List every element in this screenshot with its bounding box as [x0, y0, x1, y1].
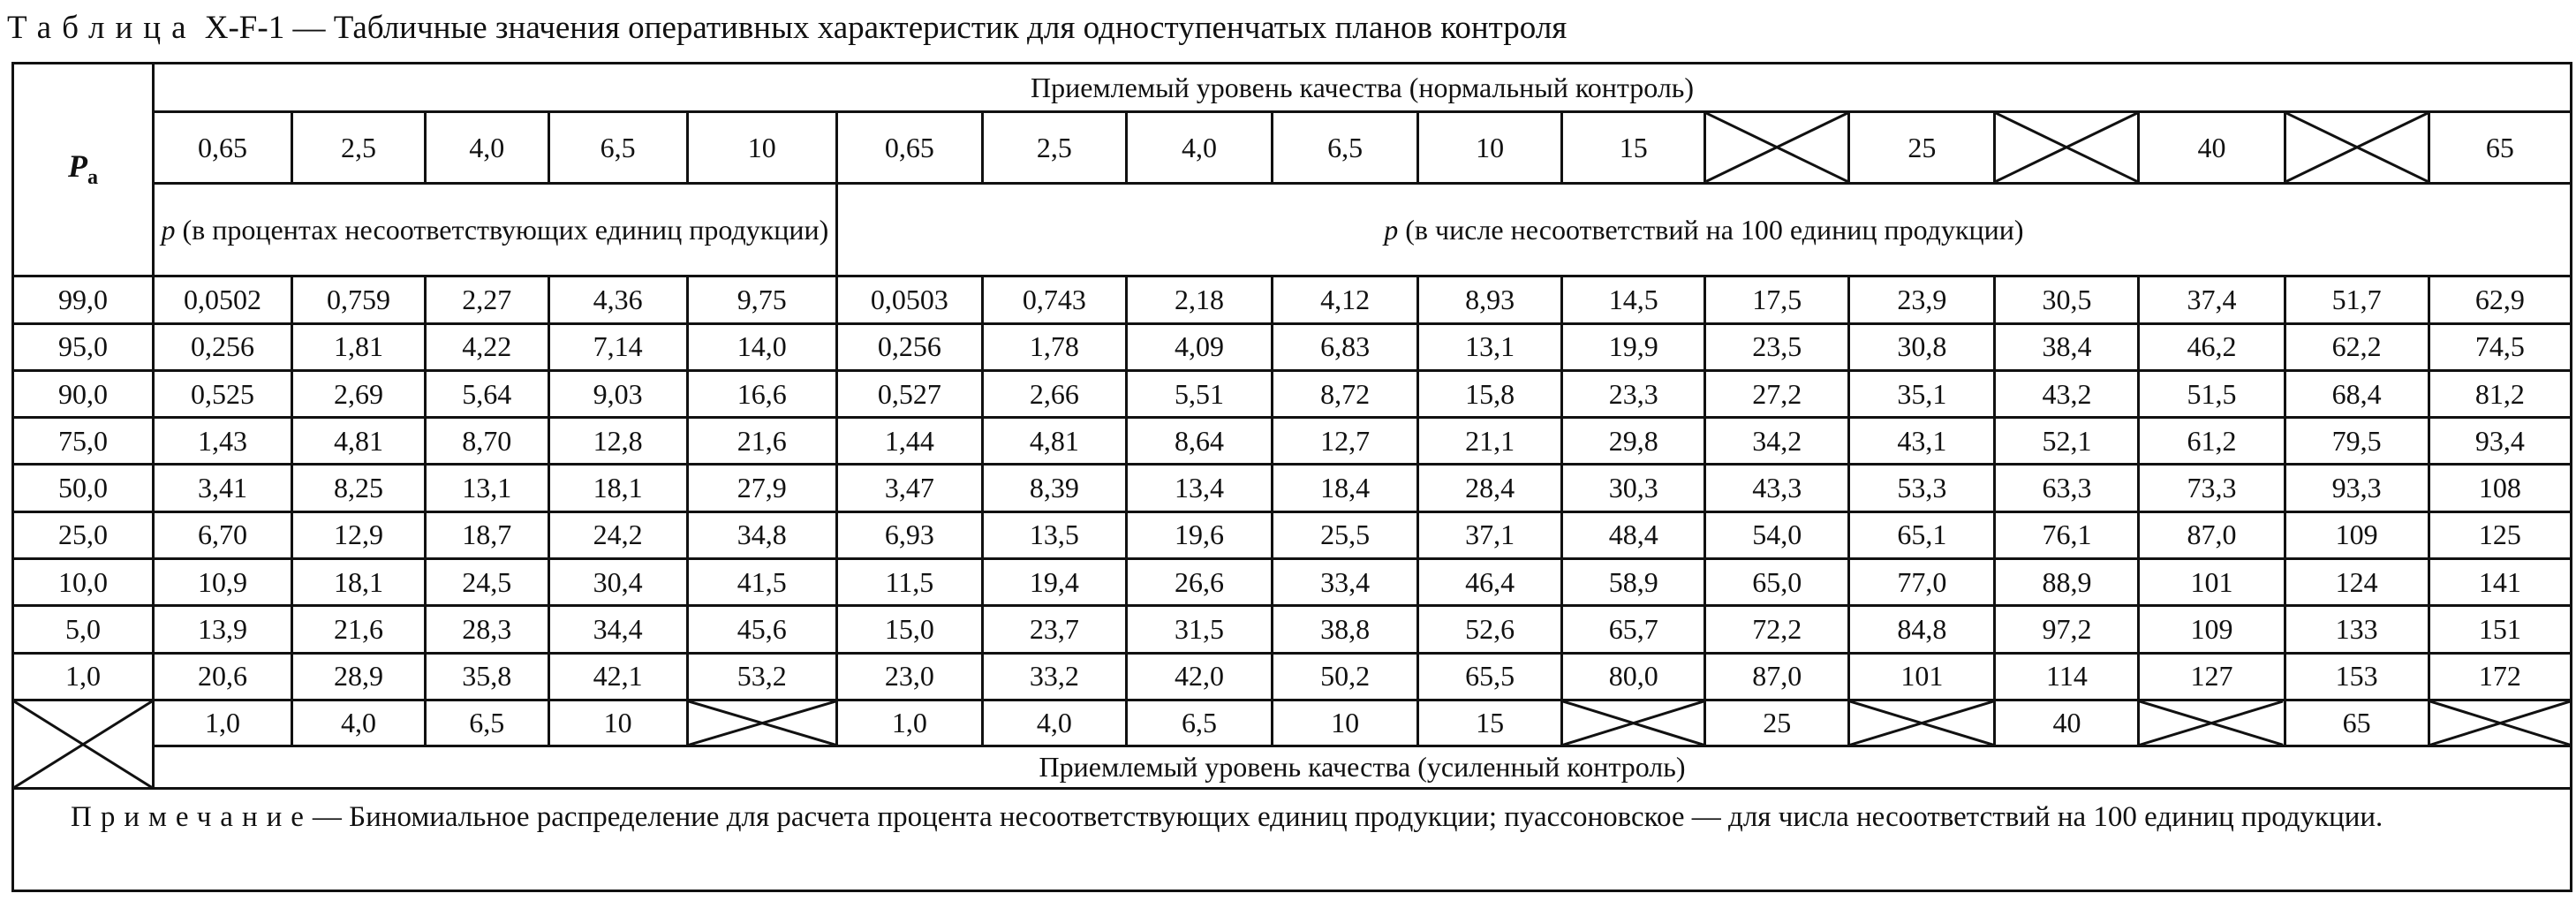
cross-mark-icon: [1706, 113, 1847, 181]
table-cell: 19,6: [1126, 511, 1272, 558]
table-cell: 53,2: [687, 653, 836, 700]
table-cell: 3,47: [836, 465, 982, 511]
table-cell: 19,4: [982, 558, 1126, 605]
table-cell: 18,7: [425, 511, 548, 558]
aql-normal-cell: 6,5: [1273, 112, 1418, 183]
table-cell: 109: [2139, 606, 2285, 653]
table-cell: 4,36: [548, 276, 687, 323]
aql-tightened-cell: 1,0: [154, 700, 292, 746]
table-cell: 63,3: [1995, 465, 2139, 511]
aql-normal-cell: 6,5: [548, 112, 687, 183]
table-cell: 8,64: [1126, 418, 1272, 465]
table-cell: 52,1: [1995, 418, 2139, 465]
table-cell: 72,2: [1705, 606, 1849, 653]
table-cell: 153: [2285, 653, 2429, 700]
empty-crossed-cell: [2429, 700, 2571, 746]
table-cell: 21,6: [292, 606, 426, 653]
table-cell: 9,03: [548, 370, 687, 417]
table-cell: 0,0502: [154, 276, 292, 323]
pa-value-cell: 25,0: [13, 511, 154, 558]
aql-tightened-cell: 1,0: [836, 700, 982, 746]
table-cell: 24,5: [425, 558, 548, 605]
table-cell: 80,0: [1562, 653, 1705, 700]
table-cell: 2,66: [982, 370, 1126, 417]
table-cell: 33,2: [982, 653, 1126, 700]
aql-tightened-cell: 40: [1995, 700, 2139, 746]
table-cell: 76,1: [1995, 511, 2139, 558]
table-cell: 13,9: [154, 606, 292, 653]
table-cell: 43,3: [1705, 465, 1849, 511]
table-cell: 6,83: [1273, 323, 1418, 370]
percent-units-label: (в процентах несоответствующих единиц продукции): [182, 213, 829, 246]
pa-value-cell: 1,0: [13, 653, 154, 700]
empty-crossed-cell: [13, 700, 154, 789]
table-cell: 28,3: [425, 606, 548, 653]
table-cell: 127: [2139, 653, 2285, 700]
table-cell: 33,4: [1273, 558, 1418, 605]
aql-tightened-cell: 6,5: [425, 700, 548, 746]
table-cell: 48,4: [1562, 511, 1705, 558]
table-row: [13, 370, 2572, 417]
table-row: [13, 323, 2572, 370]
table-cell: 0,0503: [836, 276, 982, 323]
table-cell: 151: [2429, 606, 2571, 653]
table-cell: 4,12: [1273, 276, 1418, 323]
note-row: [13, 789, 2572, 891]
aql-normal-cell: 10: [1418, 112, 1562, 183]
table-cell: 87,0: [1705, 653, 1849, 700]
aql-tightened-cell: 10: [1273, 700, 1418, 746]
table-cell: 10,9: [154, 558, 292, 605]
per100-symbol: p: [1384, 213, 1399, 246]
table-cell: 25,5: [1273, 511, 1418, 558]
table-cell: 172: [2429, 653, 2571, 700]
table-cell: 34,8: [687, 511, 836, 558]
table-cell: 8,25: [292, 465, 426, 511]
table-cell: 81,2: [2429, 370, 2571, 417]
aql-normal-cell: 4,0: [425, 112, 548, 183]
empty-crossed-cell: [1562, 700, 1705, 746]
table-cell: 13,1: [425, 465, 548, 511]
table-cell: 0,527: [836, 370, 982, 417]
table-cell: 31,5: [1126, 606, 1272, 653]
table-cell: 23,5: [1705, 323, 1849, 370]
aql-normal-title: Приемлемый уровень качества (нормальный контроль): [154, 64, 2572, 112]
table-cell: 4,81: [982, 418, 1126, 465]
table-cell: 35,8: [425, 653, 548, 700]
table-cell: 51,5: [2139, 370, 2285, 417]
table-cell: 2,27: [425, 276, 548, 323]
cross-mark-icon: [2430, 701, 2570, 745]
table-cell: 18,4: [1273, 465, 1418, 511]
table-cell: 18,1: [292, 558, 426, 605]
table-cell: 23,9: [1849, 276, 1995, 323]
table-cell: 65,7: [1562, 606, 1705, 653]
table-cell: 2,69: [292, 370, 426, 417]
table-cell: 6,93: [836, 511, 982, 558]
table-cell: 4,81: [292, 418, 426, 465]
table-cell: 23,7: [982, 606, 1126, 653]
table-cell: 87,0: [2139, 511, 2285, 558]
table-cell: 34,2: [1705, 418, 1849, 465]
table-cell: 14,5: [1562, 276, 1705, 323]
table-cell: 74,5: [2429, 323, 2571, 370]
cross-mark-icon: [1850, 701, 1993, 745]
table-cell: 84,8: [1849, 606, 1995, 653]
table-cell: 68,4: [2285, 370, 2429, 417]
aql-normal-cell: 2,5: [292, 112, 426, 183]
table-cell: 26,6: [1126, 558, 1272, 605]
cross-mark-icon: [2286, 113, 2428, 181]
table-cell: 20,6: [154, 653, 292, 700]
aql-normal-cell: 4,0: [1126, 112, 1272, 183]
table-cell: 37,1: [1418, 511, 1562, 558]
table-cell: 46,2: [2139, 323, 2285, 370]
table-cell: 114: [1995, 653, 2139, 700]
table-cell: 30,5: [1995, 276, 2139, 323]
table-cell: 3,41: [154, 465, 292, 511]
cross-mark-icon: [14, 701, 152, 788]
aql-tightened-cell: 25: [1705, 700, 1849, 746]
table-cell: 27,2: [1705, 370, 1849, 417]
percent-units-cell: [154, 183, 837, 276]
empty-crossed-cell: [1849, 700, 1995, 746]
table-cell: 93,3: [2285, 465, 2429, 511]
oc-values-table: [11, 62, 2572, 892]
note-cell: [13, 789, 2572, 891]
per100-units-cell: [836, 183, 2571, 276]
table-cell: 52,6: [1418, 606, 1562, 653]
table-cell: 42,0: [1126, 653, 1272, 700]
empty-crossed-cell: [2285, 112, 2429, 183]
table-cell: 93,4: [2429, 418, 2571, 465]
table-cell: 12,8: [548, 418, 687, 465]
pa-value-cell: 5,0: [13, 606, 154, 653]
table-row: [13, 511, 2572, 558]
table-cell: 30,3: [1562, 465, 1705, 511]
table-cell: 43,1: [1849, 418, 1995, 465]
table-cell: 34,4: [548, 606, 687, 653]
table-cell: 13,1: [1418, 323, 1562, 370]
aql-normal-row: [13, 112, 2572, 183]
table-cell: 15,8: [1418, 370, 1562, 417]
empty-crossed-cell: [2139, 700, 2285, 746]
aql-normal-cell: 10: [687, 112, 836, 183]
note-label: Примечание: [71, 801, 313, 834]
aql-normal-cell: 65: [2429, 112, 2571, 183]
table-cell: 13,5: [982, 511, 1126, 558]
table-cell: 43,2: [1995, 370, 2139, 417]
table-cell: 62,9: [2429, 276, 2571, 323]
aql-normal-cell: 15: [1562, 112, 1705, 183]
table-cell: 37,4: [2139, 276, 2285, 323]
table-cell: 1,81: [292, 323, 426, 370]
table-cell: 46,4: [1418, 558, 1562, 605]
tightened-title-row: [13, 746, 2572, 789]
table-cell: 0,743: [982, 276, 1126, 323]
table-cell: 4,09: [1126, 323, 1272, 370]
table-cell: 12,7: [1273, 418, 1418, 465]
aql-tightened-cell: 4,0: [292, 700, 426, 746]
table-cell: 0,256: [836, 323, 982, 370]
table-cell: 141: [2429, 558, 2571, 605]
empty-crossed-cell: [1995, 112, 2139, 183]
aql-tightened-cell: 10: [548, 700, 687, 746]
aql-normal-cell: 0,65: [836, 112, 982, 183]
table-cell: 12,9: [292, 511, 426, 558]
header-row-normal: [13, 64, 2572, 112]
table-row: [13, 276, 2572, 323]
table-cell: 4,22: [425, 323, 548, 370]
table-cell: 50,2: [1273, 653, 1418, 700]
table-row: [13, 606, 2572, 653]
cross-mark-icon: [1563, 701, 1703, 745]
table-cell: 14,0: [687, 323, 836, 370]
table-cell: 54,0: [1705, 511, 1849, 558]
table-cell: 77,0: [1849, 558, 1995, 605]
table-cell: 8,93: [1418, 276, 1562, 323]
table-cell: 5,51: [1126, 370, 1272, 417]
table-cell: 23,0: [836, 653, 982, 700]
table-row: [13, 465, 2572, 511]
pa-value-cell: 10,0: [13, 558, 154, 605]
table-cell: 97,2: [1995, 606, 2139, 653]
table-cell: 62,2: [2285, 323, 2429, 370]
table-cell: 0,256: [154, 323, 292, 370]
table-cell: 16,6: [687, 370, 836, 417]
table-row: [13, 558, 2572, 605]
table-cell: 38,4: [1995, 323, 2139, 370]
table-cell: 109: [2285, 511, 2429, 558]
table-cell: 58,9: [1562, 558, 1705, 605]
aql-normal-cell: 0,65: [154, 112, 292, 183]
table-cell: 8,72: [1273, 370, 1418, 417]
table-cell: 0,525: [154, 370, 292, 417]
table-cell: 101: [1849, 653, 1995, 700]
cross-mark-icon: [689, 701, 835, 745]
units-row: [13, 183, 2572, 276]
table-cell: 65,1: [1849, 511, 1995, 558]
table-cell: 1,44: [836, 418, 982, 465]
table-cell: 133: [2285, 606, 2429, 653]
table-cell: 6,70: [154, 511, 292, 558]
pa-value-cell: 50,0: [13, 465, 154, 511]
table-cell: 108: [2429, 465, 2571, 511]
cross-mark-icon: [1996, 113, 2137, 181]
pa-header-cell: [13, 64, 154, 276]
table-cell: 73,3: [2139, 465, 2285, 511]
table-caption: [7, 2, 1567, 55]
table-cell: 28,9: [292, 653, 426, 700]
table-cell: 1,43: [154, 418, 292, 465]
table-row: [13, 418, 2572, 465]
pa-value-cell: 95,0: [13, 323, 154, 370]
aql-normal-cell: 25: [1849, 112, 1995, 183]
empty-crossed-cell: [687, 700, 836, 746]
aql-tightened-cell: 65: [2285, 700, 2429, 746]
table-cell: 7,14: [548, 323, 687, 370]
table-cell: 38,8: [1273, 606, 1418, 653]
table-cell: 2,18: [1126, 276, 1272, 323]
per100-units-label: (в числе несоответствий на 100 единиц продукции): [1405, 213, 2024, 246]
table-cell: 125: [2429, 511, 2571, 558]
table-cell: 19,9: [1562, 323, 1705, 370]
table-row: [13, 653, 2572, 700]
table-cell: 28,4: [1418, 465, 1562, 511]
table-cell: 29,8: [1562, 418, 1705, 465]
table-cell: 53,3: [1849, 465, 1995, 511]
table-cell: 88,9: [1995, 558, 2139, 605]
table-cell: 30,8: [1849, 323, 1995, 370]
caption-label: Таблица: [7, 10, 197, 46]
pa-symbol: $P_a$: [68, 148, 98, 190]
aql-normal-cell: 40: [2139, 112, 2285, 183]
empty-crossed-cell: [1705, 112, 1849, 183]
table-cell: 21,6: [687, 418, 836, 465]
table-cell: 11,5: [836, 558, 982, 605]
aql-tightened-title: Приемлемый уровень качества (усиленный контроль): [154, 746, 2572, 789]
table-cell: 65,0: [1705, 558, 1849, 605]
table-cell: 9,75: [687, 276, 836, 323]
aql-tightened-cell: 15: [1418, 700, 1562, 746]
table-cell: 8,70: [425, 418, 548, 465]
pa-value-cell: 99,0: [13, 276, 154, 323]
note-text: — Биномиальное распределение для расчета процента несоответствующих единиц продукции; пуассоновское — для числа несоответствий на 100 единиц продукции.: [312, 801, 2383, 834]
table-cell: 45,6: [687, 606, 836, 653]
aql-tightened-row: [13, 700, 2572, 746]
aql-normal-cell: 2,5: [982, 112, 1126, 183]
table-cell: 15,0: [836, 606, 982, 653]
cross-mark-icon: [2140, 701, 2283, 745]
table-cell: 101: [2139, 558, 2285, 605]
table-cell: 13,4: [1126, 465, 1272, 511]
table-cell: 17,5: [1705, 276, 1849, 323]
percent-symbol: p: [161, 213, 176, 246]
table-cell: 23,3: [1562, 370, 1705, 417]
pa-value-cell: 75,0: [13, 418, 154, 465]
table-cell: 41,5: [687, 558, 836, 605]
table-cell: 42,1: [548, 653, 687, 700]
table-cell: 51,7: [2285, 276, 2429, 323]
caption-text: X-F-1 — Табличные значения оперативных характеристик для одноступенчатых планов контроля: [204, 10, 1568, 46]
table-cell: 24,2: [548, 511, 687, 558]
table-cell: 35,1: [1849, 370, 1995, 417]
aql-tightened-cell: 6,5: [1126, 700, 1272, 746]
table-cell: 0,759: [292, 276, 426, 323]
table-cell: 18,1: [548, 465, 687, 511]
table-cell: 30,4: [548, 558, 687, 605]
aql-tightened-cell: 4,0: [982, 700, 1126, 746]
table-cell: 65,5: [1418, 653, 1562, 700]
table-cell: 5,64: [425, 370, 548, 417]
table-cell: 27,9: [687, 465, 836, 511]
table-cell: 79,5: [2285, 418, 2429, 465]
pa-value-cell: 90,0: [13, 370, 154, 417]
table-cell: 1,78: [982, 323, 1126, 370]
table-cell: 8,39: [982, 465, 1126, 511]
table-cell: 124: [2285, 558, 2429, 605]
table-cell: 21,1: [1418, 418, 1562, 465]
table-cell: 61,2: [2139, 418, 2285, 465]
